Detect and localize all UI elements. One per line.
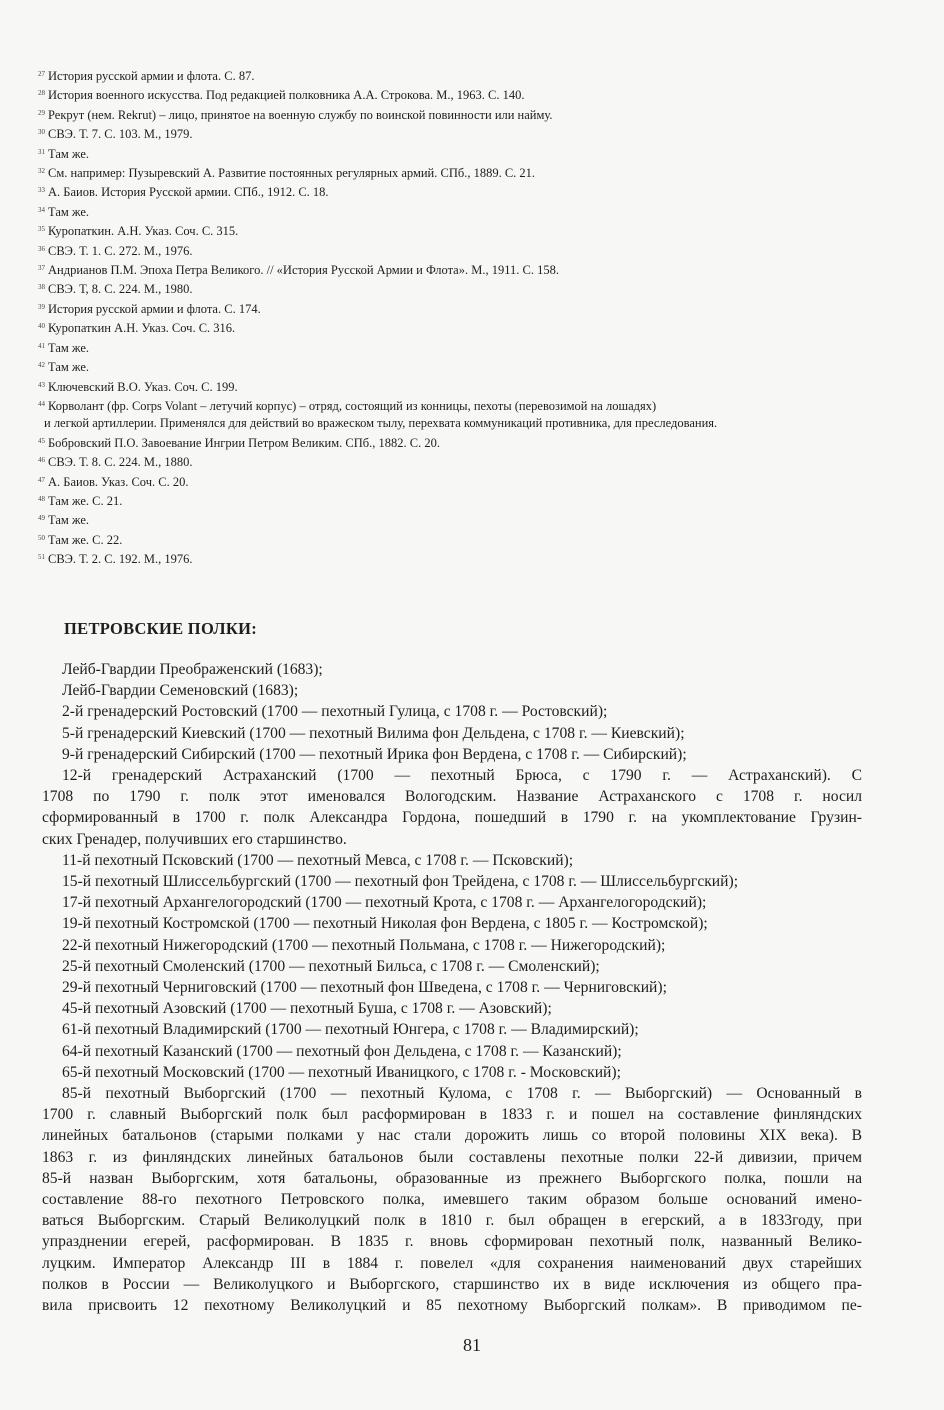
footnotes-list — [38, 66, 878, 569]
page-number: 81 — [463, 1335, 481, 1355]
astrakhan-paragraph-line: 12-й гренадерский Астраханский (1700 — пехотный Брюса, с 1790 г. — Астраханский). С — [62, 767, 862, 785]
footnote-text: Бобровский П.О. Завоевание Ингрии Петром Великим. СПб., 1882. С. 20. — [48, 435, 440, 450]
regiment-entry: 25-й пехотный Смоленский (1700 — пехотный Бильса, с 1708 г. — Смоленский); — [62, 957, 600, 975]
footnote-number: 37 — [38, 264, 45, 273]
footnote-number: 28 — [38, 89, 45, 98]
regiment-entry: Лейб-Гвардии Преображенский (1683); — [62, 661, 323, 678]
footnote-number: 48 — [38, 494, 45, 503]
regiment-entry: Лейб-Гвардии Семеновский (1683); — [62, 682, 299, 700]
regiment-entry: 64-й пехотный Казанский (1700 — пехотный фон Дельдена, с 1708 г. — Казанский); — [62, 1042, 622, 1060]
regiment-entry: 5-й гренадерский Киевский (1700 — пехотный Вилима фон Дельдена, с 1708 г. — Киевский); — [62, 724, 685, 742]
footnote-number: 40 — [38, 322, 45, 331]
footnote-text: Там же. — [48, 513, 90, 528]
footnote-text: История русской армии и флота. С. 87. — [48, 69, 255, 83]
regiment-entry: 11-й пехотный Псковский (1700 — пехотный Мевса, с 1708 г. — Псковский); — [62, 851, 574, 869]
footnote-number: 42 — [38, 361, 45, 370]
footnote — [38, 241, 878, 260]
astrakhan-paragraph-line: 1708 по 1790 г. полк этот именовался Вологодским. Название Астраханского с 1708 г. носил — [42, 788, 862, 806]
footnote — [38, 452, 878, 471]
footnote-text: Куропаткин. А.Н. Указ. Соч. С. 315. — [48, 224, 239, 239]
footnote — [38, 105, 878, 124]
section-title: ПЕТРОВСКИЕ ПОЛКИ: — [64, 619, 258, 638]
footnote — [38, 163, 878, 182]
footnote — [38, 530, 878, 549]
footnote-number: 34 — [38, 205, 45, 214]
footnote-number: 44 — [38, 399, 45, 408]
vyborg-paragraph-line: 85-й пехотный Выборгский (1700 — пехотный Кулома, с 1708 г. — Выборгский) — Основанный в — [62, 1085, 862, 1103]
vyborg-paragraph-line: 85-й назван Выборгским, хотя батальоны, образованные из прежнего Выборгского полка, пошли на — [42, 1169, 862, 1187]
footnote-number: 50 — [38, 533, 45, 542]
footnote — [38, 144, 878, 163]
footnote-number: 27 — [38, 70, 45, 78]
vyborg-paragraph-line: полков в России — Великолуцкого и Выборгского, старшинство их в виде исключения из общего пра- — [42, 1275, 862, 1293]
footnote-text: Андрианов П.М. Эпоха Петра Великого. // «История Русской Армии и Флота». М., 1911. С. 158. — [48, 263, 559, 278]
footnote — [38, 396, 878, 415]
footnote-text: СВЭ. Т. 2. С. 192. М., 1976. — [48, 552, 193, 567]
footnote — [38, 491, 878, 510]
footnote — [38, 182, 878, 201]
footnote-number: 49 — [38, 514, 45, 523]
regiment-entry: 19-й пехотный Костромской (1700 — пехотный Николая фон Вердена, с 1805 г. — Костромской); — [62, 915, 708, 933]
footnote — [38, 549, 878, 568]
footnote — [38, 85, 878, 104]
regiment-entry: 2-й гренадерский Ростовский (1700 — пехотный Гулица, с 1708 г. — Ростовский); — [62, 703, 608, 721]
footnote-number: 31 — [38, 147, 45, 156]
footnote-number: 45 — [38, 436, 45, 445]
footnote-text: История русской армии и флота. С. 174. — [48, 301, 261, 316]
footnote-text: Там же. — [48, 340, 90, 355]
footnote-text: Куропаткин А.Н. Указ. Соч. С. 316. — [48, 321, 236, 336]
footnote-number: 32 — [38, 167, 45, 176]
vyborg-paragraph-line: 1863 г. из финляндских линейных батальонов были составлены пехотные полки 22-й дивизии, причем — [42, 1148, 862, 1166]
footnote — [38, 124, 878, 143]
regiment-entry: 9-й гренадерский Сибирский (1700 — пехотный Ирика фон Вердена, с 1708 г. — Сибирский); — [62, 745, 687, 763]
footnote — [38, 433, 878, 452]
footnote — [38, 260, 878, 279]
footnote — [38, 66, 878, 85]
vyborg-paragraph-line: упразднении егерей, расформирован. В 1835 г. вновь сформирован пехотный полк, названный Велико- — [42, 1233, 862, 1251]
astrakhan-paragraph-line: ских Гренадер, получивших его старшинство. — [42, 830, 347, 848]
footnote — [38, 279, 878, 298]
footnote-text: Там же. С. 22. — [48, 532, 123, 547]
regiments-list — [42, 659, 862, 1316]
footnote-number: 30 — [38, 128, 45, 137]
vyborg-paragraph-line: 1700 г. славный Выборгский полк был расформирован в 1833 г. и пошел на составление финляндских — [42, 1106, 862, 1124]
footnote-number: 33 — [38, 186, 45, 195]
footnote-text: А. Баиов. Указ. Соч. С. 20. — [48, 474, 189, 489]
vyborg-paragraph-line: ваться Выборгским. Старый Великолуцкий полк в 1810 г. был обращен в егерский, а в 1833году, при — [42, 1212, 862, 1230]
regiment-entry: 15-й пехотный Шлиссельбургский (1700 — пехотный фон Трейдена, с 1708 г. — Шлиссельбургский); — [62, 873, 739, 891]
footnote-text: СВЭ. Т. 8. С. 224. М., 1880. — [48, 455, 193, 470]
footnote — [38, 377, 878, 396]
footnote-number: 51 — [38, 553, 45, 562]
footnote — [38, 221, 878, 240]
footnote-number: 35 — [38, 225, 45, 234]
footnote-number: 47 — [38, 475, 45, 484]
footnote-text: Там же. — [48, 360, 90, 375]
footnote-number: 39 — [38, 302, 45, 311]
footnote-text: См. например: Пузыревский А. Развитие постоянных регулярных армий. СПб., 1889. С. 21. — [48, 166, 536, 181]
footnote-text: Там же. — [48, 146, 90, 161]
footnote-text: Ключевский В.О. Указ. Соч. С. 199. — [48, 379, 238, 394]
vyborg-paragraph-line: линейных батальонов (старыми полками у нас стали дорожить лишь со второй половины XIX века). В — [42, 1127, 862, 1145]
footnote-number: 29 — [38, 108, 45, 117]
regiment-entry: 22-й пехотный Нижегородский (1700 — пехотный Польмана, с 1708 г. — Нижегородский); — [62, 936, 666, 954]
footnote-continuation: и легкой артиллерии. Применялся для действий во вражеском тылу, перехвата коммуникаций противника, для преследования. — [44, 416, 718, 431]
vyborg-paragraph-line: луцким. Император Александр III в 1884 г. повелел «для сохранения наименований двух старейших — [42, 1254, 862, 1272]
footnote-text: Там же. — [48, 204, 90, 219]
footnote — [38, 357, 878, 376]
footnote-text: Там же. С. 21. — [48, 493, 123, 508]
footnote — [38, 299, 878, 318]
footnote — [38, 472, 878, 491]
regiment-entry: 29-й пехотный Черниговский (1700 — пехотный фон Шведена, с 1708 г. — Черниговский); — [62, 979, 667, 997]
regiment-entry: 65-й пехотный Московский (1700 — пехотный Иваницкого, с 1708 г. - Московский); — [62, 1063, 621, 1081]
footnote-number: 38 — [38, 283, 45, 292]
vyborg-paragraph-line: вила присвоить 12 пехотному Великолуцкий и 85 пехотному Выборгский полкам». В приводимом пе- — [42, 1297, 862, 1315]
footnote-text: СВЭ. Т, 8. С. 224. М., 1980. — [48, 282, 193, 297]
footnote-number: 46 — [38, 456, 45, 465]
footnote-text: СВЭ. Т. 7. С. 103. М., 1979. — [48, 127, 193, 142]
footnote-text: Корволант (фр. Corps Volant – летучий корпус) – отряд, состоящий из конницы, пехоты (перевозимой на лошадях) — [48, 398, 657, 413]
footnote — [38, 318, 878, 337]
regiment-entry: 61-й пехотный Владимирский (1700 — пехотный Юнгера, с 1708 г. — Владимирский); — [62, 1021, 639, 1039]
regiment-entry: 45-й пехотный Азовский (1700 — пехотный Буша, с 1708 г. — Азовский); — [62, 1000, 552, 1018]
footnote-text: СВЭ. Т. 1. С. 272. М., 1976. — [48, 243, 193, 258]
footnote — [38, 338, 878, 357]
footnote-text: А. Баиов. История Русской армии. СПб., 1912. С. 18. — [48, 185, 329, 200]
footnote-number: 43 — [38, 380, 45, 389]
footnote-text: История военного искусства. Под редакцией полковника А.А. Строкова. М., 1963. С. 140. — [48, 88, 525, 103]
vyborg-paragraph-line: составление 88-го пехотного Петровского полка, имевшего таким образом больше оснований имено- — [42, 1191, 862, 1209]
astrakhan-paragraph-line: сформированный в 1700 г. полк Александра Гордона, пошедший в 1790 г. на укомплектование Грузин- — [42, 809, 862, 827]
footnote-number: 41 — [38, 341, 45, 350]
footnote-number: 36 — [38, 244, 45, 253]
footnote — [38, 510, 878, 529]
regiment-entry: 17-й пехотный Архангелогородский (1700 — пехотный Крота, с 1708 г. — Архангелогородский); — [62, 894, 707, 912]
footnote — [38, 202, 878, 221]
footnote-text: Рекрут (нем. Rekrut) – лицо, принятое на военную службу по воинской повинности или найму. — [48, 107, 553, 122]
